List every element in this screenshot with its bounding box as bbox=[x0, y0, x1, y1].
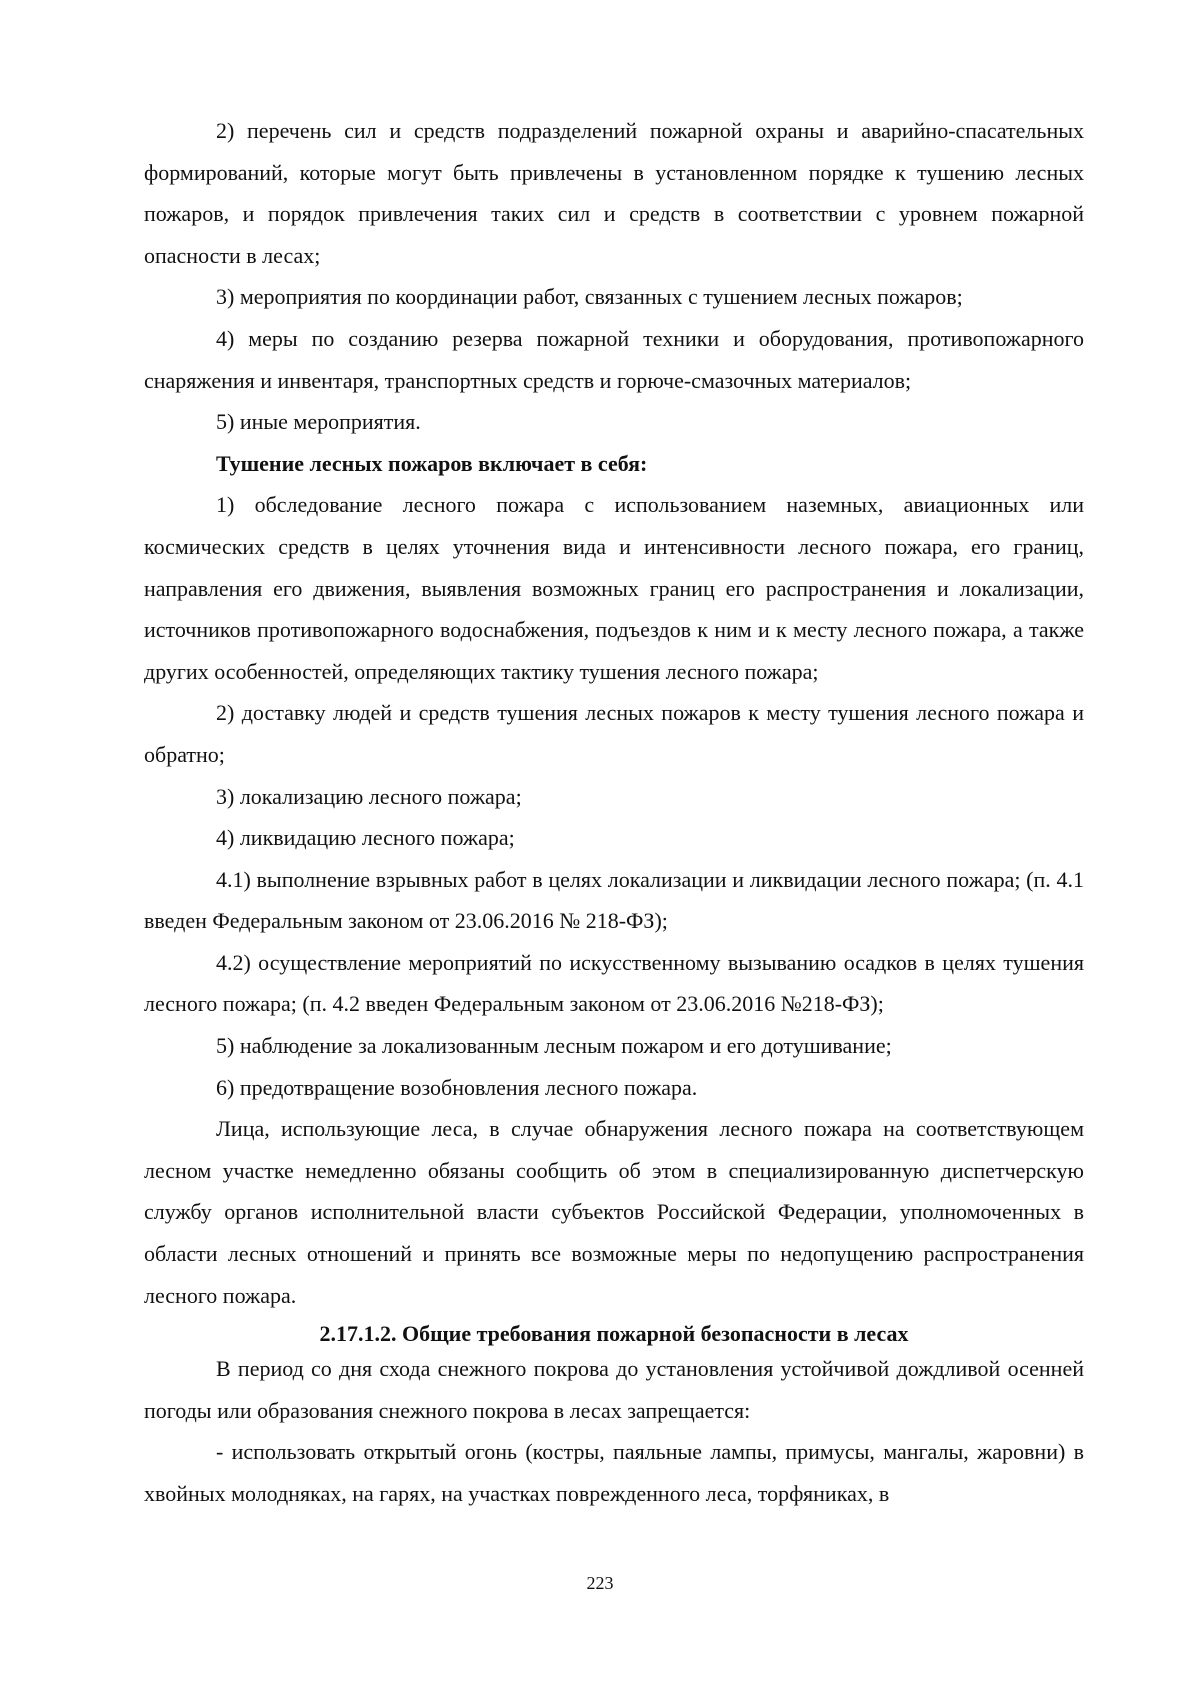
list-item-blasting: 4.1) выполнение взрывных работ в целях локализации и ликвидации лесного пожара; (п. 4.1 введен Федеральным законом от 23.06.2016 № 218-ФЗ); bbox=[144, 866, 1084, 934]
list-item-localization: 3) локализацию лесного пожара; bbox=[216, 783, 522, 809]
list-item-reserve: 4) меры по созданию резерва пожарной техники и оборудования, противопожарного снаряжения и инвентаря, транспортных средств и горюче-смазочных материалов; bbox=[144, 325, 1084, 393]
list-item-observation: 5) наблюдение за локализованным лесным пожаром и его дотушивание; bbox=[216, 1033, 892, 1059]
paragraph-forest-users: Лица, использующие леса, в случае обнаружения лесного пожара на соответствующем лесном участке немедленно обязаны сообщить об этом в специализированную диспетчерскую службу органов исполнительной власти субъектов Российской Федерации, уполномоченных в области лесных отношений и принять все возможные меры по недопущению распространения лесного пожара. bbox=[144, 1116, 1084, 1308]
paragraph-prohibited-period: В период со дня схода снежного покрова до установления устойчивой дождливой осенней погоды или образования снежного покрова в лесах запрещается: bbox=[144, 1356, 1084, 1423]
section-heading: 2.17.1.2. Общие требования пожарной безопасности в лесах bbox=[319, 1321, 909, 1347]
list-item-prevention: 6) предотвращение возобновления лесного пожара. bbox=[216, 1074, 698, 1100]
document-page bbox=[144, 110, 1084, 1515]
list-item-coordination: 3) мероприятия по координации работ, связанных с тушением лесных пожаров; bbox=[216, 284, 963, 310]
subheading-extinguishing: Тушение лесных пожаров включает в себя: bbox=[216, 450, 648, 476]
list-item-other-measures: 5) иные мероприятия. bbox=[216, 409, 421, 435]
list-item-delivery: 2) доставку людей и средств тушения лесных пожаров к месту тушения лесного пожара и обратно; bbox=[144, 700, 1084, 767]
list-item-open-fire: - использовать открытый огонь (костры, паяльные лампы, примусы, мангалы, жаровни) в хвойных молодняках, на гарях, на участках поврежденного леса, торфяниках, в bbox=[144, 1439, 1084, 1506]
page-number: 223 bbox=[586, 1573, 614, 1593]
list-item-liquidation: 4) ликвидацию лесного пожара; bbox=[216, 825, 515, 851]
list-item-forces-and-means: 2) перечень сил и средств подразделений пожарной охраны и аварийно-спасательных формирований, которые могут быть привлечены в установленном порядке к тушению лесных пожаров, и порядок привлечения таких сил и средств в соответствии с уровнем пожарной опасности в лесах; bbox=[144, 118, 1084, 268]
list-item-survey: 1) обследование лесного пожара с использованием наземных, авиационных или космических средств в целях уточнения вида и интенсивности лесного пожара, его границ, направления его движения, выявления возможных границ его распространения и локализации, источников противопожарного водоснабжения, подъездов к ним и к месту лесного пожара, а также других особенностей, определяющих тактику тушения лесного пожара; bbox=[144, 492, 1084, 684]
list-item-precipitation: 4.2) осуществление мероприятий по искусственному вызыванию осадков в целях тушения лесного пожара; (п. 4.2 введен Федеральным законом от 23.06.2016 №218-ФЗ); bbox=[144, 949, 1084, 1017]
